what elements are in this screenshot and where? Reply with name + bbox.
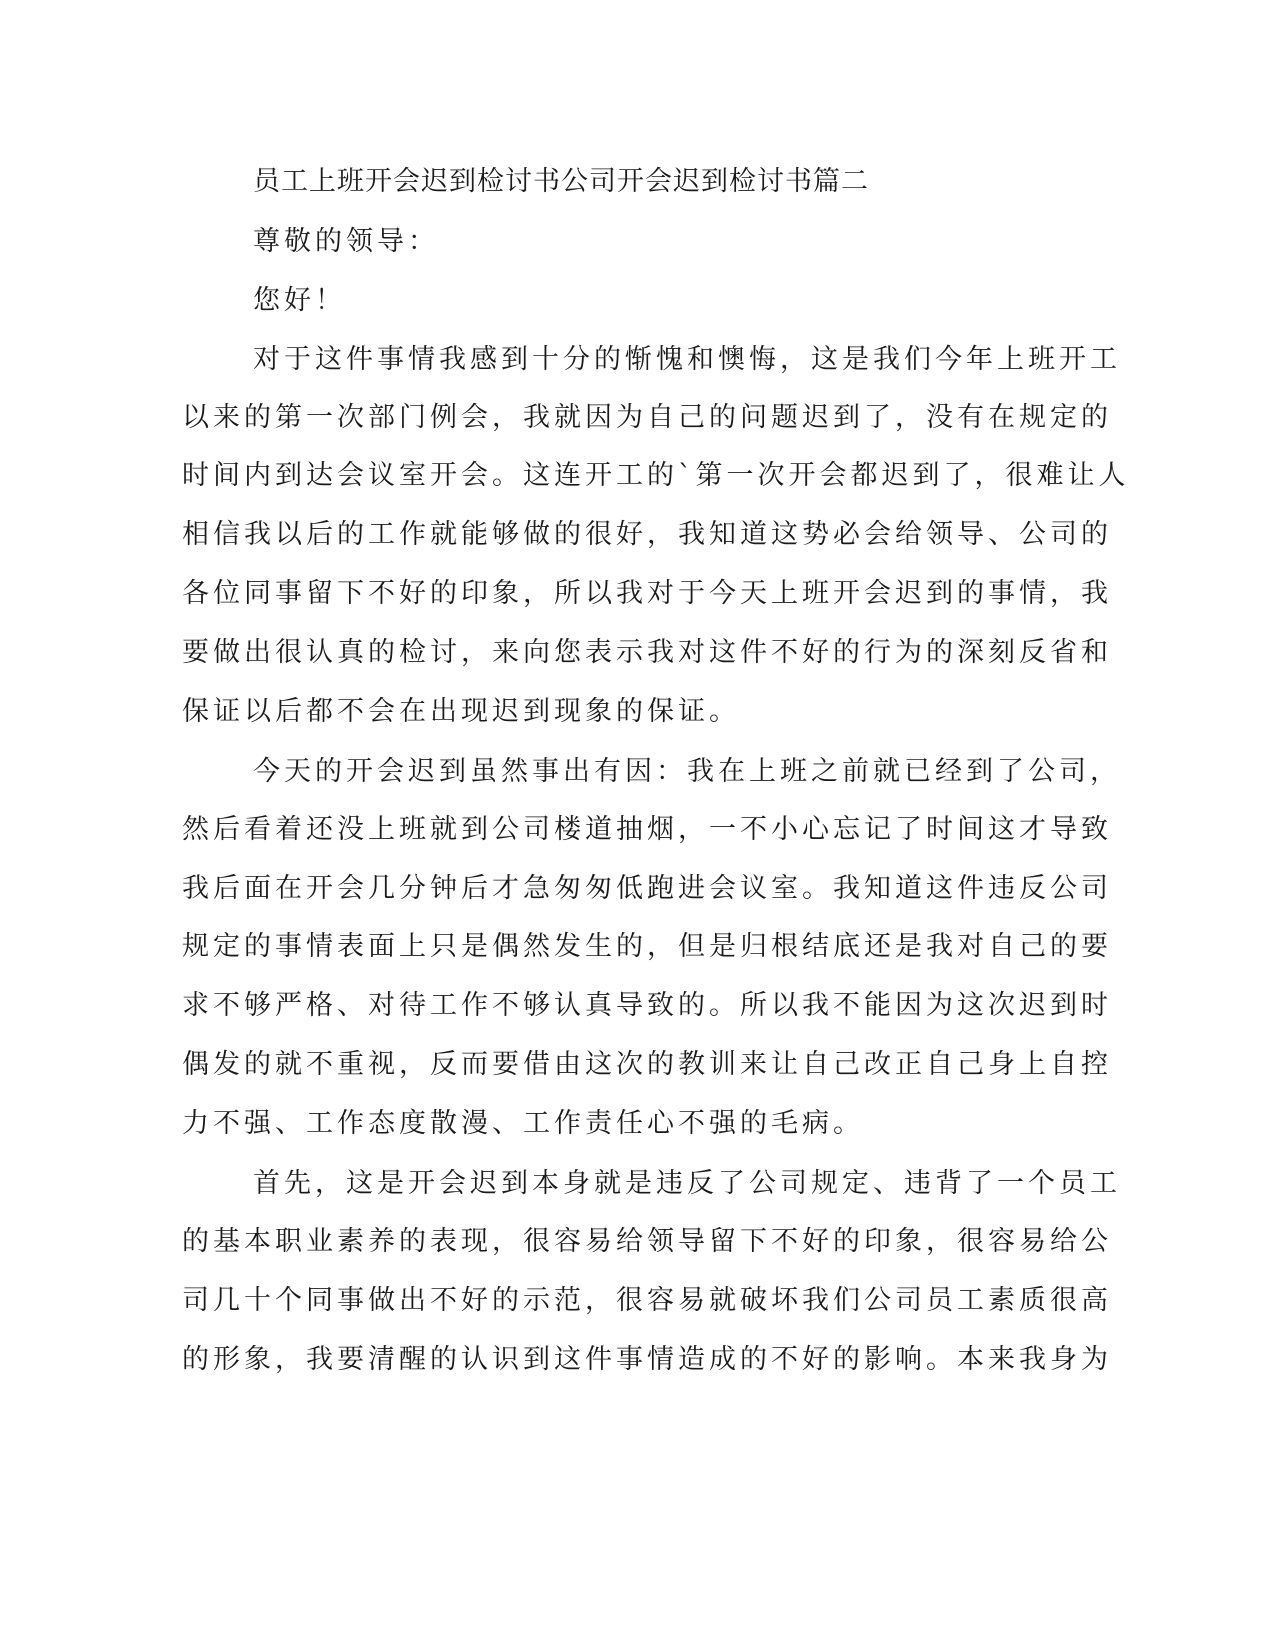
paragraph-2-line-5: 求不够严格、对待工作不够认真导致的。所以我不能因为这次迟到时 xyxy=(182,990,1112,1021)
paragraph-3-line-2: 的基本职业素养的表现，很容易给领导留下不好的印象，很容易给公 xyxy=(182,1226,1112,1257)
paragraph-3-line-1: 首先，这是开会迟到本身就是违反了公司规定、违背了一个员工 xyxy=(253,1168,1121,1199)
paragraph-2-line-6: 偶发的就不重视，反而要借由这次的教训来让自己改正自己身上自控 xyxy=(182,1049,1112,1080)
paragraph-2-line-1: 今天的开会迟到虽然事出有因：我在上班之前就已经到了公司， xyxy=(253,756,1121,787)
paragraph-1-line-4: 相信我以后的工作就能够做的很好，我知道这势必会给领导、公司的 xyxy=(182,519,1112,550)
paragraph-2-line-4: 规定的事情表面上只是偶然发生的，但是归根结底还是我对自己的要 xyxy=(182,931,1112,962)
document-title: 员工上班开会迟到检讨书公司开会迟到检讨书篇二 xyxy=(253,166,869,197)
paragraph-3-line-4: 的形象，我要清醒的认识到这件事情造成的不好的影响。本来我身为 xyxy=(182,1344,1112,1375)
paragraph-2-line-2: 然后看着还没上班就到公司楼道抽烟，一不小心忘记了时间这才导致 xyxy=(182,814,1112,845)
paragraph-1-line-3: 时间内到达会议室开会。这连开工的`第一次开会都迟到了，很难让人 xyxy=(182,460,1130,491)
paragraph-2-line-7: 力不强、工作态度散漫、工作责任心不强的毛病。 xyxy=(182,1108,864,1139)
paragraph-1-line-6: 要做出很认真的检讨，来向您表示我对这件不好的行为的深刻反省和 xyxy=(182,637,1112,668)
paragraph-1-line-1: 对于这件事情我感到十分的惭愧和懊悔，这是我们今年上班开工 xyxy=(253,344,1121,375)
paragraph-1-line-5: 各位同事留下不好的印象，所以我对于今天上班开会迟到的事情，我 xyxy=(182,578,1112,609)
greeting: 您好！ xyxy=(253,285,346,316)
salutation: 尊敬的领导： xyxy=(253,226,439,257)
paragraph-1-line-7: 保证以后都不会在出现迟到现象的保证。 xyxy=(182,696,740,727)
paragraph-1-line-2: 以来的第一次部门例会，我就因为自己的问题迟到了，没有在规定的 xyxy=(182,402,1112,433)
paragraph-3-line-3: 司几十个同事做出不好的示范，很容易就破坏我们公司员工素质很高 xyxy=(182,1285,1112,1316)
paragraph-2-line-3: 我后面在开会几分钟后才急匆匆低跑进会议室。我知道这件违反公司 xyxy=(182,873,1112,904)
